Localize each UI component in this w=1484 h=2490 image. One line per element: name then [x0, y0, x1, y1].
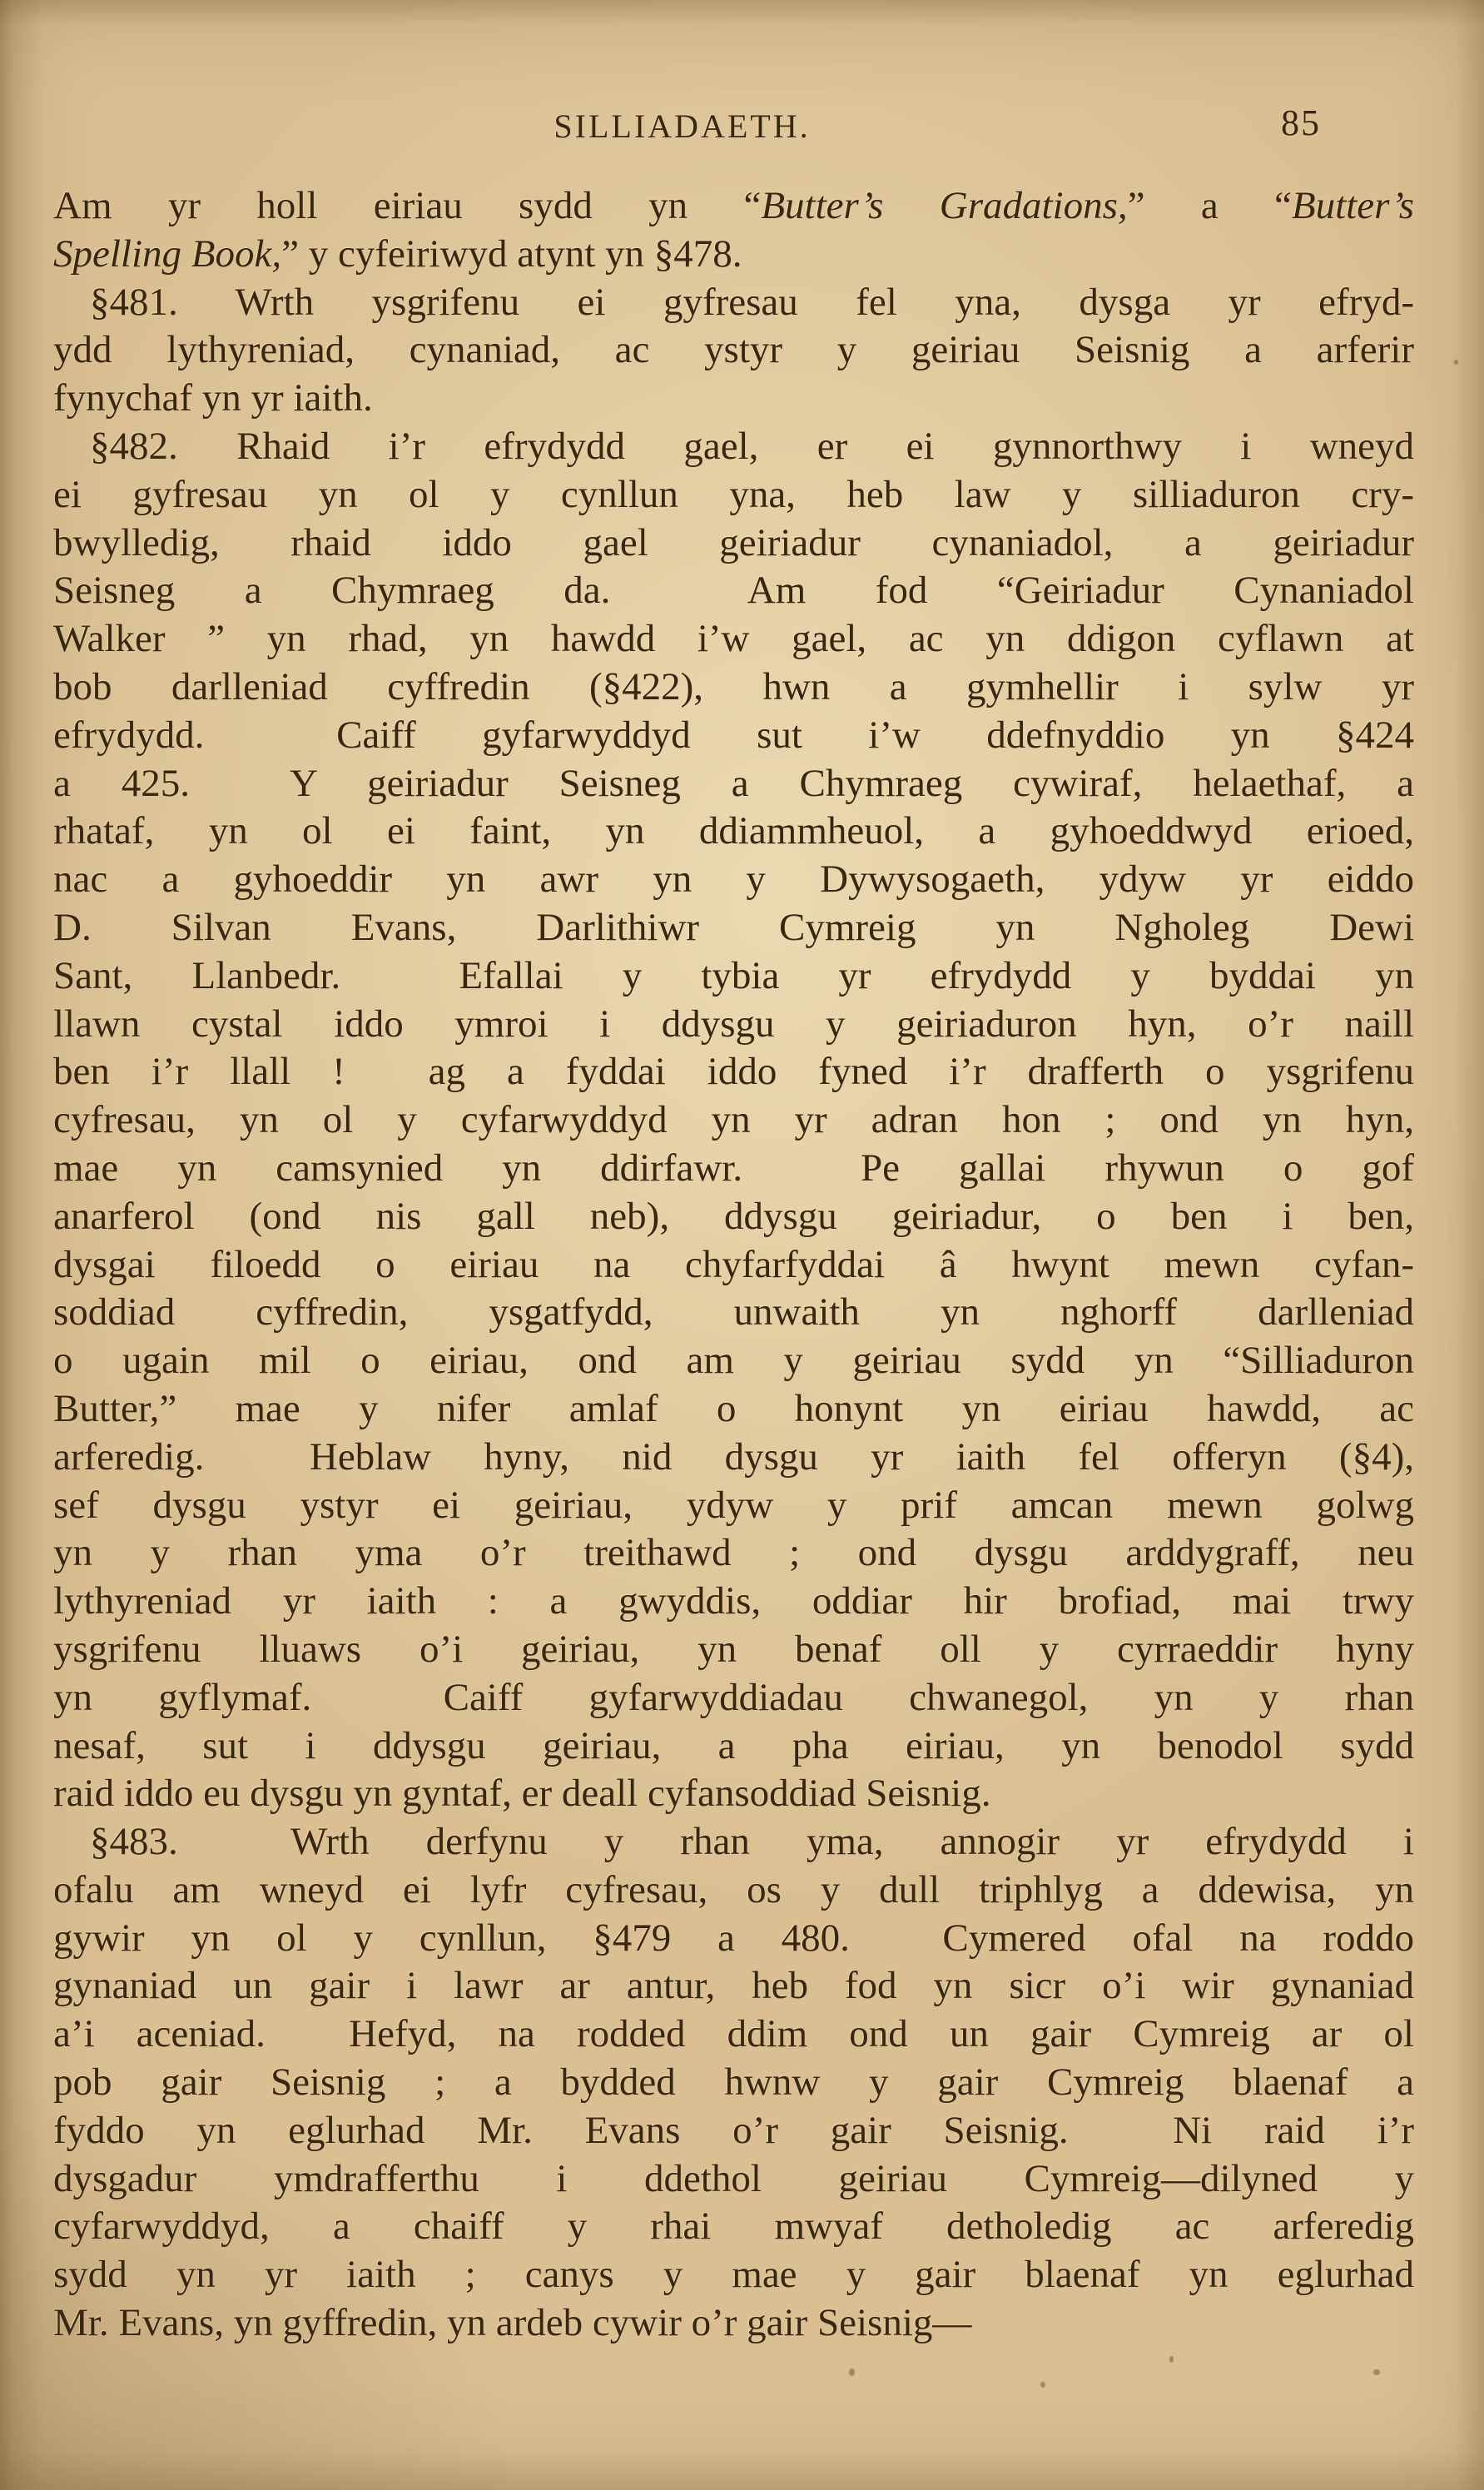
text-segment: D. Silvan Evans, Darlithiwr Cymreig yn Ngholeg Dewi: [53, 905, 1414, 949]
text-segment: nac a gyhoeddir yn awr yn y Dywysogaeth, ydyw yr eiddo: [53, 857, 1414, 902]
text-segment: dysgadur ymdrafferthu i ddethol geiriau Cymreig—dilyned y: [53, 2156, 1414, 2200]
text-line: [53, 1241, 1414, 1290]
ink-speck: [849, 2368, 855, 2376]
paragraph: [53, 1818, 1414, 2348]
paragraph: [53, 279, 1414, 423]
text-segment: soddiad cyffredin, ysgatfydd, unwaith yn nghorff darlleniad: [53, 1290, 1414, 1334]
text-segment: lythyreniad yr iaith : a gwyddis, oddiar hir brofiad, mai trwy: [53, 1579, 1414, 1623]
text-line: [53, 1289, 1414, 1337]
text-segment: Butter,” mae y nifer amlaf o honynt yn eiriau hawdd, ac: [53, 1386, 1414, 1430]
text-segment: nesaf, sut i ddysgu geiriau, a pha eiriau, yn benodol sydd: [53, 1723, 1414, 1767]
text-line: [53, 1578, 1414, 1626]
text-line: [53, 1770, 1414, 1818]
text-segment: cyfarwyddyd, a chaiff y rhai mwyaf detholedig ac arferedig: [53, 2204, 1414, 2249]
text-segment: ” y cyfeiriwyd atynt yn §478.: [281, 231, 742, 276]
text-line: [53, 760, 1414, 808]
text-segment: ofalu am wneyd ei lyfr cyfresau, os y dull triphlyg a ddewisa, yn: [53, 1867, 1414, 1911]
text-segment: arferedig. Heblaw hyny, nid dysgu yr iaith fel offeryn (§4),: [53, 1434, 1414, 1479]
text-segment: gynaniad un gair i lawr ar antur, heb fod yn sicr o’i wir gynaniad: [53, 1964, 1414, 2008]
text-segment: ysgrifenu lluaws o’i geiriau, yn benaf oll y cyrraeddir hyny: [53, 1627, 1414, 1671]
text-line: [53, 1818, 1414, 1866]
text-line: [53, 615, 1414, 664]
text-line: [53, 1915, 1414, 1963]
text-line: [53, 2107, 1414, 2155]
text-line: [53, 567, 1414, 615]
text-line: [53, 1096, 1414, 1145]
text-line: [53, 375, 1414, 423]
text-line: [53, 519, 1414, 568]
page-header: [53, 102, 1414, 160]
text-line: [53, 1385, 1414, 1434]
text-line: [53, 423, 1414, 471]
text-segment: a 425. Y geiriadur Seisneg a Chymraeg cywiraf, helaethaf, a: [53, 761, 1414, 805]
text-line: [53, 471, 1414, 519]
text-segment: §483. Wrth derfynu y rhan yma, annogir yr efrydydd i: [90, 1820, 1414, 1864]
text-line: [53, 2299, 1414, 2348]
text-segment: bob darlleniad cyffredin (§422), hwn a gymhellir i sylw yr: [53, 664, 1414, 708]
running-head-title: SILLIADAETH.: [553, 107, 811, 145]
text-line: [53, 904, 1414, 952]
italic-text: Butter’s Gradations,: [761, 184, 1128, 227]
text-segment: sydd yn yr iaith ; canys y mae y gair blaenaf yn eglurhad: [53, 2253, 1414, 2297]
text-segment: yn y rhan yma o’r treithawd ; ond dysgu arddygraff, neu: [53, 1531, 1414, 1575]
text-segment: mae yn camsynied yn ddirfawr. Pe gallai rhywun o gof: [53, 1146, 1414, 1190]
text-line: [53, 326, 1414, 375]
text-segment: Mr. Evans, yn gyffredin, yn ardeb cywir o’r gair Seisnig—: [53, 2301, 972, 2345]
text-line: [53, 1482, 1414, 1530]
text-segment: cyfresau, yn ol y cyfarwyddyd yn yr adran hon ; ond yn hyn,: [53, 1098, 1414, 1142]
italic-text: Butter’s: [1291, 184, 1414, 227]
text-line: [53, 2059, 1414, 2107]
text-segment: Sant, Llanbedr. Efallai y tybia yr efrydydd y byddai yn: [53, 953, 1414, 997]
text-segment: pob gair Seisnig ; a bydded hwnw y gair Cymreig blaenaf a: [53, 2060, 1414, 2105]
text-line: [53, 808, 1414, 856]
ink-speck: [1040, 2382, 1045, 2388]
text-line: [53, 1337, 1414, 1385]
ink-speck: [1454, 360, 1458, 365]
text-segment: §482. Rhaid i’r efrydydd gael, er ei gynnorthwy i wneyd: [90, 424, 1414, 468]
page-body: [53, 182, 1414, 2348]
text-line: [53, 1674, 1414, 1722]
text-segment: Am yr holl eiriau sydd yn “: [53, 184, 762, 227]
text-line: [53, 712, 1414, 760]
text-line: [53, 1145, 1414, 1193]
text-line: [53, 231, 1414, 279]
ink-speck: [1169, 2356, 1174, 2363]
text-line: [53, 1626, 1414, 1674]
text-line: [53, 1962, 1414, 2010]
text-line: [53, 1001, 1414, 1049]
text-segment: Walker ” yn rhad, yn hawdd i’w gael, ac yn ddigon cyflawn at: [53, 617, 1414, 661]
text-line: [53, 2203, 1414, 2251]
text-line: [53, 1866, 1414, 1915]
text-line: [53, 856, 1414, 904]
text-segment: anarferol (ond nis gall neb), ddysgu geiriadur, o ben i ben,: [53, 1194, 1414, 1238]
text-line: [53, 2155, 1414, 2204]
paragraph: [53, 182, 1414, 279]
text-segment: §481. Wrth ysgrifenu ei gyfresau fel yna, dysga yr efryd-: [90, 280, 1414, 324]
text-segment: sef dysgu ystyr ei geiriau, ydyw y prif amcan mewn golwg: [53, 1483, 1414, 1527]
text-segment: ei gyfresau yn ol y cynllun yna, heb law y silliaduron cry-: [53, 472, 1414, 516]
text-line: [53, 2010, 1414, 2059]
text-line: [53, 952, 1414, 1001]
text-segment: gywir yn ol y cynllun, §479 a 480. Cymered ofal na roddo: [53, 1916, 1414, 1960]
text-line: [53, 182, 1414, 231]
text-line: [53, 1048, 1414, 1096]
text-line: [53, 664, 1414, 712]
text-line: [53, 1434, 1414, 1482]
text-segment: ben i’r llall ! ag a fyddai iddo fyned i’r drafferth o ysgrifenu: [53, 1050, 1414, 1094]
text-segment: ” a “: [1127, 184, 1292, 227]
text-segment: fynychaf yn yr iaith.: [53, 376, 373, 420]
text-segment: yn gyflymaf. Caiff gyfarwyddiadau chwanegol, yn y rhan: [53, 1675, 1414, 1719]
italic-text: Spelling Book,: [53, 231, 282, 276]
text-line: [53, 1722, 1414, 1771]
text-segment: fyddo yn eglurhad Mr. Evans o’r gair Seisnig. Ni raid i’r: [53, 2108, 1414, 2152]
text-segment: dysgai filoedd o eiriau na chyfarfyddai â hwynt mewn cyfan-: [53, 1242, 1414, 1286]
ink-speck: [1373, 2369, 1380, 2375]
text-segment: a’i aceniad. Hefyd, na rodded ddim ond un gair Cymreig ar ol: [53, 2012, 1414, 2056]
text-segment: Seisneg a Chymraeg da. Am fod “Geiriadur Cynaniadol: [53, 569, 1414, 613]
text-line: [53, 279, 1414, 327]
text-segment: llawn cystal iddo ymroi i ddysgu y geiriaduron hyn, o’r naill: [53, 1001, 1414, 1046]
text-segment: raid iddo eu dysgu yn gyntaf, er deall cyfansoddiad Seisnig.: [53, 1772, 991, 1816]
text-segment: bwylledig, rhaid iddo gael geiriadur cynaniadol, a geiriadur: [53, 520, 1414, 564]
text-segment: ydd lythyreniad, cynaniad, ac ystyr y geiriau Seisnig a arferir: [53, 328, 1414, 372]
paragraph: [53, 423, 1414, 1818]
text-segment: rhataf, yn ol ei faint, yn ddiammheuol, a gyhoeddwyd erioed,: [53, 809, 1414, 853]
text-line: [53, 2251, 1414, 2299]
page-number: 85: [1281, 102, 1321, 143]
text-segment: o ugain mil o eiriau, ond am y geiriau sydd yn “Silliaduron: [53, 1339, 1414, 1383]
text-line: [53, 1529, 1414, 1578]
text-line: [53, 1193, 1414, 1241]
text-segment: efrydydd. Caiff gyfarwyddyd sut i’w ddefnyddio yn §424: [53, 713, 1414, 757]
